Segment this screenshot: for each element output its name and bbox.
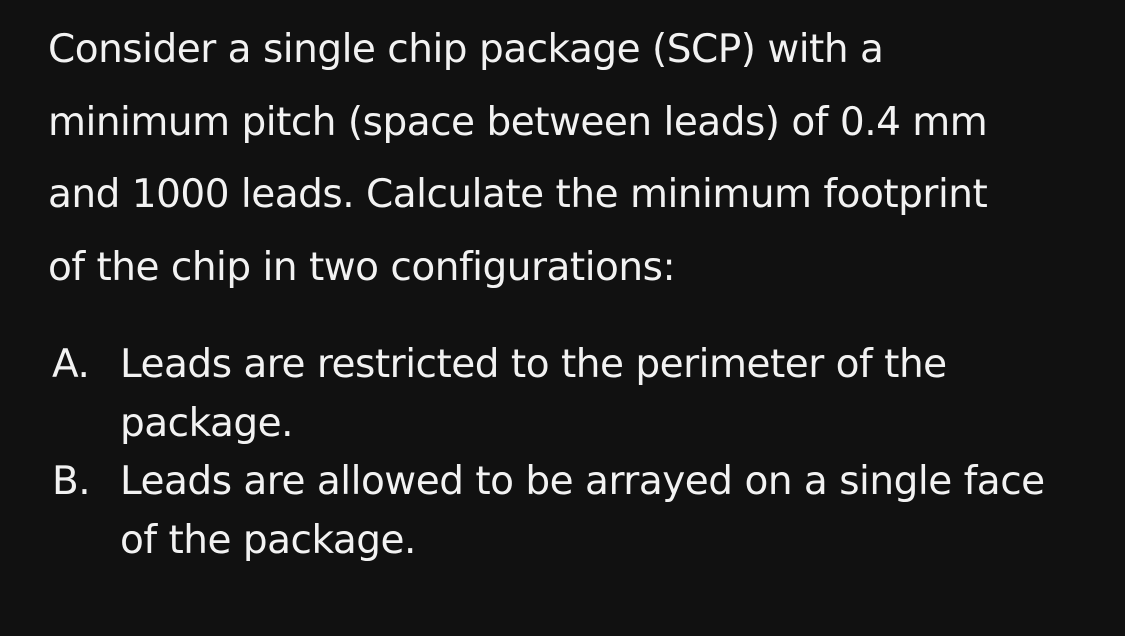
- intro-line: Consider a single chip package (SCP) with a: [48, 27, 884, 72]
- intro-line: and 1000 leads. Calculate the minimum footprint: [48, 172, 988, 217]
- option-a-marker: A.: [52, 342, 90, 387]
- question-intro: [48, 14, 1108, 304]
- option-b: [52, 453, 1062, 570]
- option-b-text: Leads are allowed to be arrayed on a single face of the package.: [120, 459, 1045, 563]
- intro-line: of the chip in two configurations:: [48, 244, 676, 290]
- configuration-options-list: [52, 336, 1062, 570]
- question-document: [48, 14, 1108, 304]
- option-a: [52, 336, 1062, 453]
- intro-line: minimum pitch (space between leads) of 0.4 mm: [48, 99, 988, 145]
- option-b-marker: B.: [52, 459, 91, 504]
- option-a-text: Leads are restricted to the perimeter of the package.: [120, 342, 947, 446]
